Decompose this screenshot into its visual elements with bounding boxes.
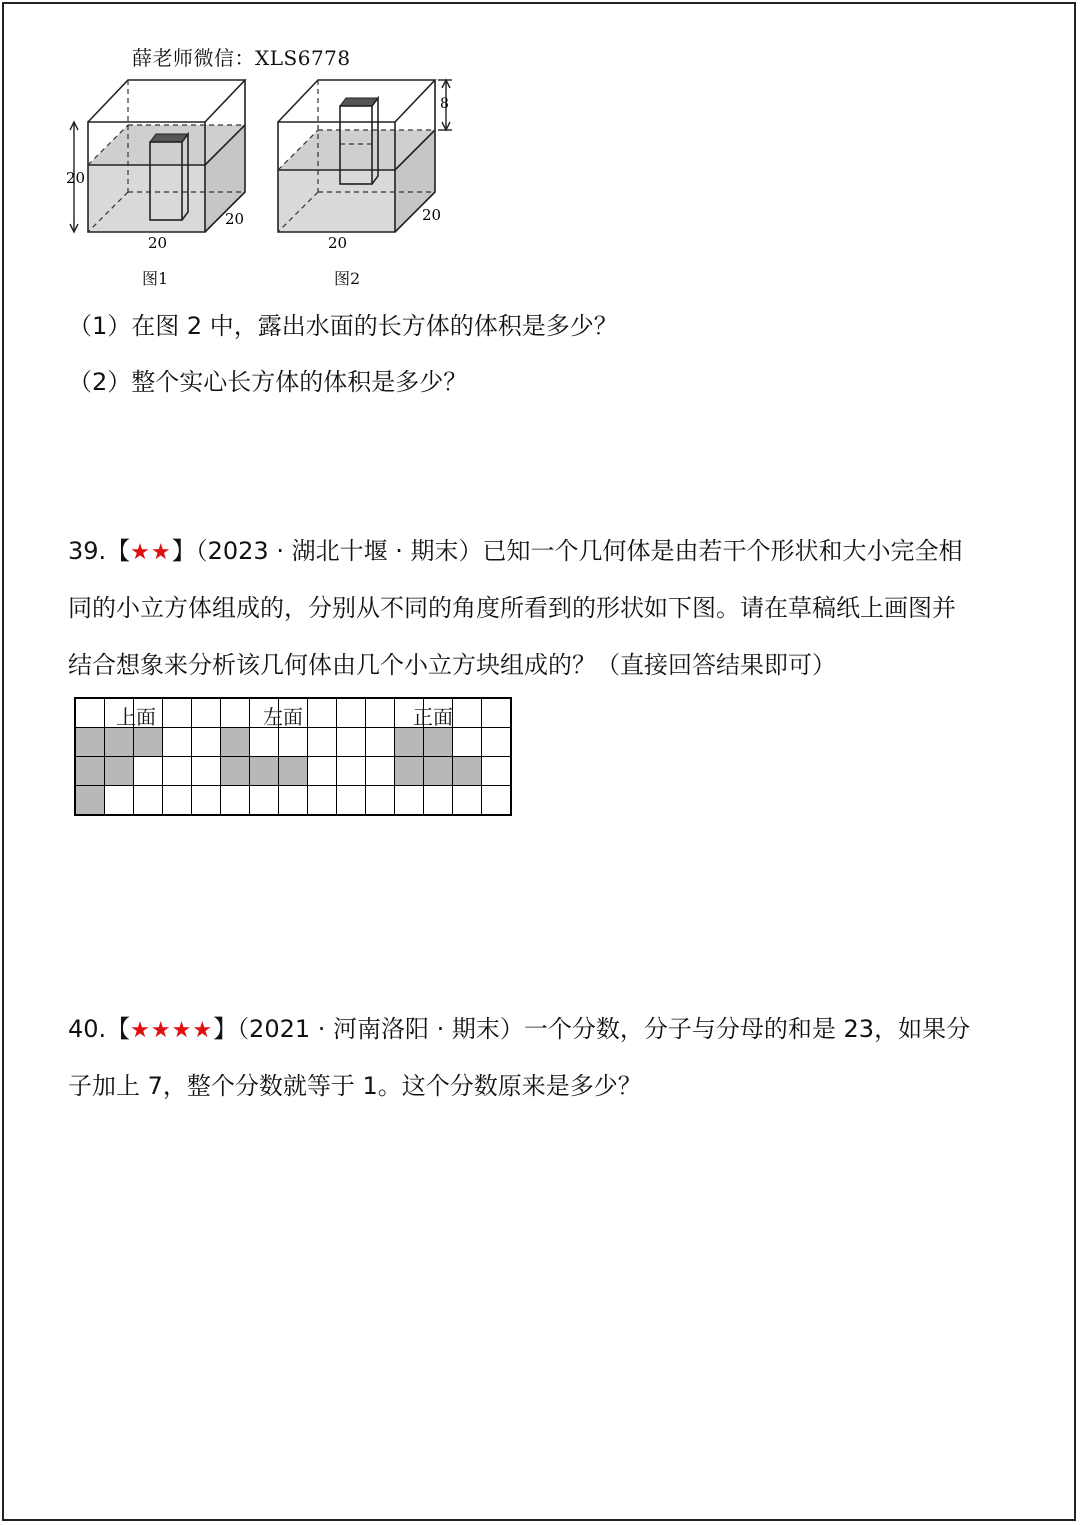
grid-cell bbox=[395, 786, 424, 816]
grid-cell bbox=[221, 698, 250, 728]
grid-cell-shaded bbox=[134, 728, 163, 757]
fig1-height-label: 20 bbox=[66, 169, 86, 187]
grid-cell bbox=[134, 757, 163, 786]
q39-line-2: 同的小立方体组成的，分别从不同的角度所看到的形状如下图。请在草稿纸上画图并 bbox=[68, 594, 956, 622]
grid-cell-shaded bbox=[279, 757, 308, 786]
grid-row bbox=[75, 786, 511, 816]
grid-cell bbox=[308, 698, 337, 728]
grid-cell-shaded bbox=[250, 757, 279, 786]
grid-cell bbox=[192, 786, 221, 816]
grid-cell bbox=[134, 786, 163, 816]
q39-bracket-close: 】 bbox=[171, 537, 196, 565]
grid-cell bbox=[192, 698, 221, 728]
fig1-depth-label: 20 bbox=[225, 210, 245, 228]
q40-bracket-open: 【 bbox=[106, 1015, 131, 1043]
grid-cell bbox=[308, 757, 337, 786]
grid-cell bbox=[482, 728, 512, 757]
grid-cell-shaded bbox=[424, 757, 453, 786]
q39-number: 39. bbox=[68, 537, 107, 565]
q40-number: 40. bbox=[68, 1015, 107, 1043]
grid-cell-shaded bbox=[105, 757, 134, 786]
grid-cell bbox=[250, 786, 279, 816]
grid-cell bbox=[163, 728, 192, 757]
fig2-width-label: 20 bbox=[328, 234, 348, 252]
grid-cell bbox=[279, 786, 308, 816]
front-view-label: 正面 bbox=[413, 705, 453, 729]
grid-cell bbox=[279, 728, 308, 757]
q40-line-1 bbox=[68, 1009, 970, 1044]
grid-cell bbox=[453, 786, 482, 816]
grid-cell bbox=[366, 757, 395, 786]
grid-cell-shaded bbox=[105, 728, 134, 757]
grid-cell bbox=[337, 786, 366, 816]
grid-cell-shaded bbox=[424, 728, 453, 757]
grid-cell bbox=[366, 728, 395, 757]
figure-2-caption: 图2 bbox=[334, 269, 361, 288]
grid-cell bbox=[192, 757, 221, 786]
grid-cell bbox=[337, 698, 366, 728]
grid-cell bbox=[337, 728, 366, 757]
grid-cell bbox=[75, 698, 105, 728]
grid-cell-shaded bbox=[75, 757, 105, 786]
figure-1-caption: 图1 bbox=[142, 269, 169, 288]
grid-cell-shaded bbox=[221, 728, 250, 757]
grid-cell bbox=[308, 728, 337, 757]
q38-part-2: （2）整个实心长方体的体积是多少？ bbox=[68, 368, 468, 396]
q40-text-line-1: （2021 · 河南洛阳 · 期末）一个分数，分子与分母的和是 23，如果分 bbox=[237, 1015, 971, 1043]
figure-2 bbox=[278, 80, 452, 252]
top-view-label: 上面 bbox=[116, 705, 156, 729]
grid-cell bbox=[192, 728, 221, 757]
q39-difficulty-stars: ★★ bbox=[130, 540, 172, 565]
q40-bracket-close: 】 bbox=[213, 1015, 238, 1043]
grid-row bbox=[75, 728, 511, 757]
grid-cell-shaded bbox=[75, 728, 105, 757]
left-view-label: 左面 bbox=[263, 705, 303, 729]
grid-row bbox=[75, 757, 511, 786]
watermark-text: 薛老师微信：XLS6778 bbox=[132, 46, 351, 70]
grid-cell bbox=[163, 698, 192, 728]
grid-cell bbox=[482, 698, 512, 728]
fig2-depth-label: 20 bbox=[422, 206, 442, 224]
q38-part-1: （1）在图 2 中，露出水面的长方体的体积是多少？ bbox=[68, 312, 618, 340]
grid-cell bbox=[482, 757, 512, 786]
grid-cell bbox=[366, 698, 395, 728]
grid-cell bbox=[250, 728, 279, 757]
grid-cell bbox=[163, 786, 192, 816]
q40-line-2: 子加上 7，整个分数就等于 1。这个分数原来是多少？ bbox=[68, 1072, 642, 1100]
q40-difficulty-stars: ★★★★ bbox=[130, 1018, 214, 1043]
grid-cell bbox=[105, 786, 134, 816]
grid-cell-shaded bbox=[395, 728, 424, 757]
grid-cell-shaded bbox=[453, 757, 482, 786]
grid-cell bbox=[482, 786, 512, 816]
q39-line-3: 结合想象来分析该几何体由几个小立方块组成的？（直接回答结果即可） bbox=[68, 651, 836, 679]
grid-cell bbox=[453, 728, 482, 757]
grid-cell bbox=[221, 786, 250, 816]
q39-line-1 bbox=[68, 531, 962, 566]
grid-cell-shaded bbox=[221, 757, 250, 786]
q39-text-line-1: （2023 · 湖北十堰 · 期末）已知一个几何体是由若干个形状和大小完全相 bbox=[195, 537, 963, 565]
grid-cell bbox=[424, 786, 453, 816]
grid-cell bbox=[308, 786, 337, 816]
grid-cell-shaded bbox=[395, 757, 424, 786]
grid-cell-shaded bbox=[75, 786, 105, 816]
figure-1 bbox=[66, 80, 245, 252]
fig2-top-label: 8 bbox=[440, 96, 449, 112]
grid-cell bbox=[366, 786, 395, 816]
cube-figures bbox=[60, 70, 480, 295]
fig1-width-label: 20 bbox=[148, 234, 168, 252]
grid-cell bbox=[453, 698, 482, 728]
cube-figures-svg bbox=[60, 70, 480, 295]
fig2-water-front bbox=[278, 170, 395, 232]
q39-bracket-open: 【 bbox=[106, 537, 131, 565]
grid-cell bbox=[163, 757, 192, 786]
grid-cell bbox=[337, 757, 366, 786]
